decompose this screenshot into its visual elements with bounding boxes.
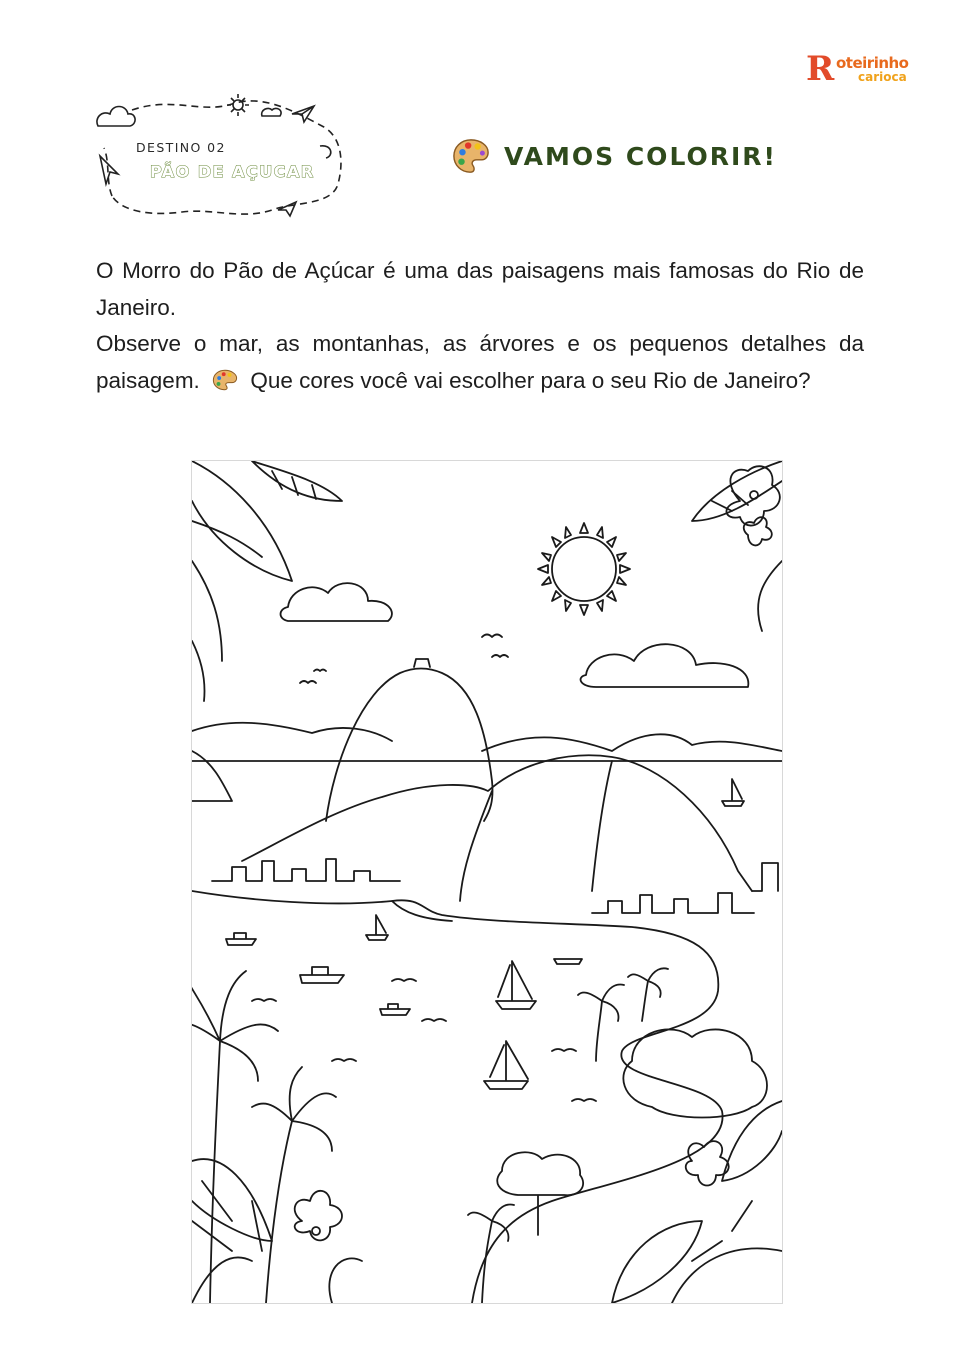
tropical-leaf	[192, 461, 292, 701]
palette-icon	[452, 137, 490, 175]
brand-logo	[806, 50, 924, 90]
palm-tree	[578, 985, 624, 1061]
tropical-leaf	[692, 461, 782, 631]
tropical-leaf	[612, 1101, 782, 1303]
logo-letter: R	[806, 49, 835, 89]
sailboat	[722, 779, 744, 806]
destination-badge	[92, 92, 354, 226]
badge-doodle-frame	[92, 92, 354, 226]
intro-paragraph-2-end: Que cores você vai escolher para o seu Rio de Janeiro?	[250, 367, 811, 393]
sailboat	[496, 961, 536, 1009]
intro-paragraph-1: O Morro do Pão de Açúcar é uma das paisagens mais famosas do Rio de Janeiro.	[96, 258, 864, 320]
motorboat	[226, 933, 256, 945]
destination-label: DESTINO 02	[136, 140, 226, 155]
logo-subtext: carioca	[858, 70, 907, 84]
sugarloaf-mountain	[326, 669, 493, 822]
tropical-leaf	[252, 461, 342, 501]
palm-tree	[252, 1067, 336, 1303]
motorboat	[380, 1004, 410, 1015]
intro-paragraph-2-start: Observe o mar, as montanhas, as árvores e os pequenos detalhes da paisagem.	[96, 331, 864, 393]
cloud-right	[581, 644, 749, 687]
palette-icon	[212, 369, 238, 391]
urca-mountain	[242, 755, 752, 891]
tree	[497, 1152, 583, 1235]
sailboat	[484, 1041, 528, 1089]
intro-text	[96, 253, 864, 399]
motorboat	[300, 967, 344, 983]
flower	[295, 1191, 342, 1241]
hibiscus-flower	[726, 466, 779, 545]
palm-tree	[191, 971, 278, 1303]
headline	[452, 134, 777, 178]
sun-drawing	[538, 523, 630, 615]
coloring-illustration	[191, 460, 783, 1304]
destination-name: PÃO DE AÇUCAR	[150, 162, 315, 181]
cloud-left	[281, 583, 392, 621]
tree	[623, 1029, 767, 1117]
headline-text: VAMOS COLORIR!	[504, 141, 777, 171]
logo-text: oteirinho	[836, 54, 909, 72]
sailboat	[366, 915, 388, 940]
intro-paragraph-2	[96, 326, 864, 399]
tropical-leaf	[192, 1159, 272, 1251]
motorboat	[554, 959, 582, 964]
palm-tree	[628, 968, 668, 1021]
